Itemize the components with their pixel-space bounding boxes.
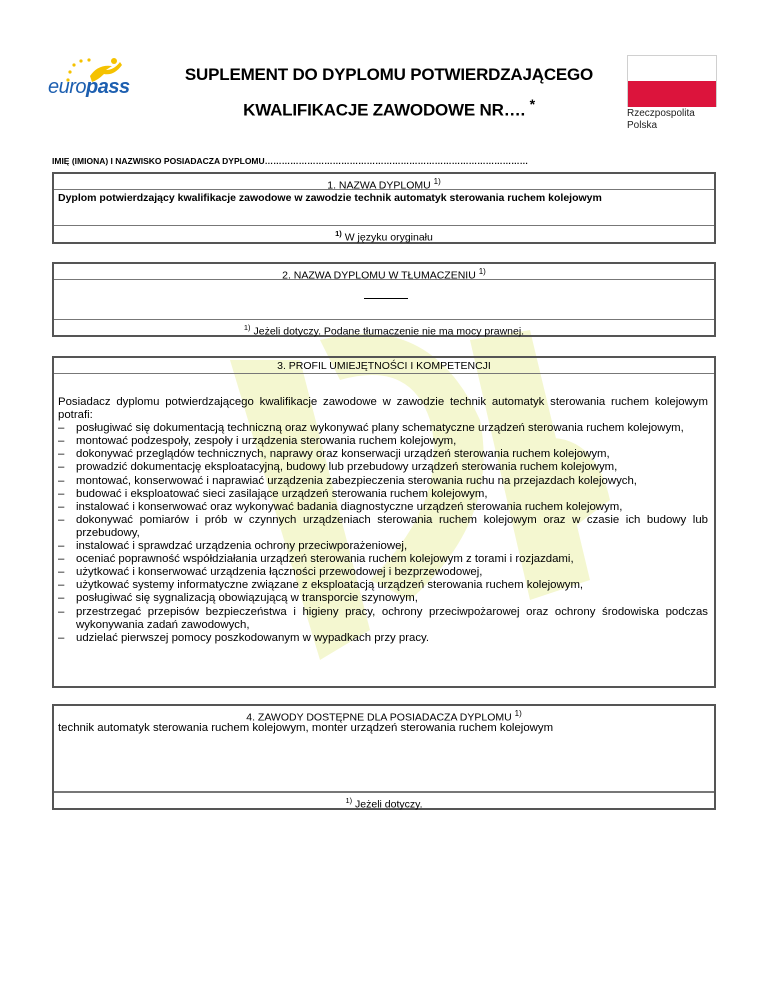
logo-prefix: euro	[48, 76, 87, 98]
list-item: – montować podzespoły, zespoły i urządzenia sterowania ruchem kolejowym,	[58, 435, 708, 448]
list-item: – montować, konserwować i naprawiać urządzenia zabezpieczenia sterowania ruchu na przejazdach kolejowych,	[58, 475, 708, 488]
section2-heading-sup: 1)	[478, 267, 486, 276]
list-item: – udzielać pierwszej pomocy poszkodowanym w wypadkach przy pracy.	[58, 632, 708, 645]
country-line-2: Polska	[627, 120, 658, 131]
diploma-name-value: Dyplom potwierdzający kwalifikacje zawodowe w zawodzie technik automatyk sterowania ruchem kolejowym	[54, 190, 714, 226]
poland-flag-icon	[627, 55, 717, 107]
section1-footnote-sup: 1)	[335, 229, 342, 238]
list-item: – oceniać poprawność współdziałania urządzeń sterowania ruchem kolejowym z torami i rozjazdami,	[58, 553, 708, 566]
flag-red-stripe	[628, 81, 716, 107]
skills-list	[58, 422, 708, 645]
list-item: – instalować i sprawdzać urządzenia ochrony przeciwporażeniowej,	[58, 540, 708, 553]
translated-name-value	[54, 280, 714, 320]
europass-logo	[48, 56, 158, 106]
section1-heading-text: 1. NAZWA DYPLOMU	[327, 179, 431, 192]
title-star: *	[529, 97, 535, 113]
list-item: – dokonywać pomiarów i prób w czynnych urządzeniach sterowania ruchem kolejowym oraz w czasie ich budowy lub przebudowy,	[58, 514, 708, 540]
title-line-1: SUPLEMENT DO DYPLOMU POTWIERDZAJĄCEGO	[184, 65, 594, 84]
section1-heading-sup: 1)	[433, 177, 441, 186]
section-heading	[54, 706, 714, 722]
section4-heading-sup: 1)	[514, 709, 522, 718]
section-heading: 3. PROFIL UMIEJĘTNOŚCI I KOMPETENCJI	[54, 358, 714, 374]
section2-footnote-sup: 1)	[243, 323, 251, 332]
list-item: – przestrzegać przepisów bezpieczeństwa i higieny pracy, ochrony przeciwpożarowej oraz ochrony środowiska podczas wykonywania zadań zawodowych,	[58, 606, 708, 632]
skills-body	[54, 374, 714, 684]
section1-footnote-text: W języku oryginału	[344, 231, 433, 244]
section2-heading-text: 2. NAZWA DYPLOMU W TŁUMACZENIU	[282, 269, 476, 282]
list-item: – budować i eksploatować sieci zasilające urządzeń sterowania ruchem kolejowym,	[58, 488, 708, 501]
list-item: – instalować i konserwować oraz wykonywać badania diagnostyczne urządzeń sterowania ruchem kolejowym,	[58, 501, 708, 514]
title-line-2	[179, 90, 599, 126]
list-item: – użytkować i konserwować urządzenia łączności przewodowej i bezprzewodowej,	[58, 566, 708, 579]
list-item: – użytkować systemy informatyczne związane z eksploatacją urządzeń sterowania ruchem kolejowym,	[58, 579, 708, 592]
section4-footnote-sup: 1)	[345, 796, 353, 805]
section2-footnote-text: Jeżeli dotyczy. Podane tłumaczenie nie ma mocy prawnej.	[253, 325, 525, 338]
holder-name-label: IMIĘ (IMIONA) I NAZWISKO POSIADACZA DYPLOMU…………………………………………………………………………………	[52, 156, 529, 166]
section-footnote	[54, 320, 714, 336]
skills-intro: Posiadacz dyplomu potwierdzającego kwalifikacje zawodowe w zawodzie technik automatyk sterowania ruchem kolejowym potrafi:	[58, 396, 708, 422]
list-item: – dokonywać przeglądów technicznych, naprawy oraz konserwacji urządzeń sterowania ruchem kolejowym,	[58, 448, 708, 461]
title-line-2-text: KWALIFIKACJE ZAWODOWE NR….	[243, 100, 526, 120]
occupations-value: technik automatyk sterowania ruchem kolejowym, monter urządzeń sterowania ruchem kolejowym	[54, 722, 714, 792]
section-occupations	[52, 704, 716, 810]
section-diploma-name	[52, 172, 716, 244]
list-item: – posługiwać się dokumentacją techniczną oraz wykonywać plany schematyczne urządzeń sterowania ruchem kolejowym,	[58, 422, 708, 435]
country-line-1: Rzeczpospolita	[627, 108, 695, 119]
section-skills-profile	[52, 356, 716, 688]
logo-suffix: pass	[86, 76, 130, 98]
list-item: – posługiwać się sygnalizacją obowiązującą w transporcie szynowym,	[58, 592, 708, 605]
country-name	[627, 108, 695, 132]
section-footnote	[54, 792, 714, 811]
flag-white-stripe	[628, 56, 716, 81]
europass-wordmark	[48, 76, 130, 99]
list-item: – prowadzić dokumentację eksploatacyjną, budowy lub przebudowy urządzeń sterowania ruchem kolejowym,	[58, 461, 708, 474]
section-heading	[54, 174, 714, 190]
page-title	[179, 60, 599, 126]
section-footnote	[54, 226, 714, 242]
section-translated-name	[52, 262, 716, 337]
section4-heading-text: 4. ZAWODY DOSTĘPNE DLA POSIADACZA DYPLOMU	[246, 711, 512, 724]
blank-line	[364, 298, 408, 299]
section4-footnote-text: Jeżeli dotyczy.	[355, 798, 423, 811]
section-heading	[54, 264, 714, 280]
